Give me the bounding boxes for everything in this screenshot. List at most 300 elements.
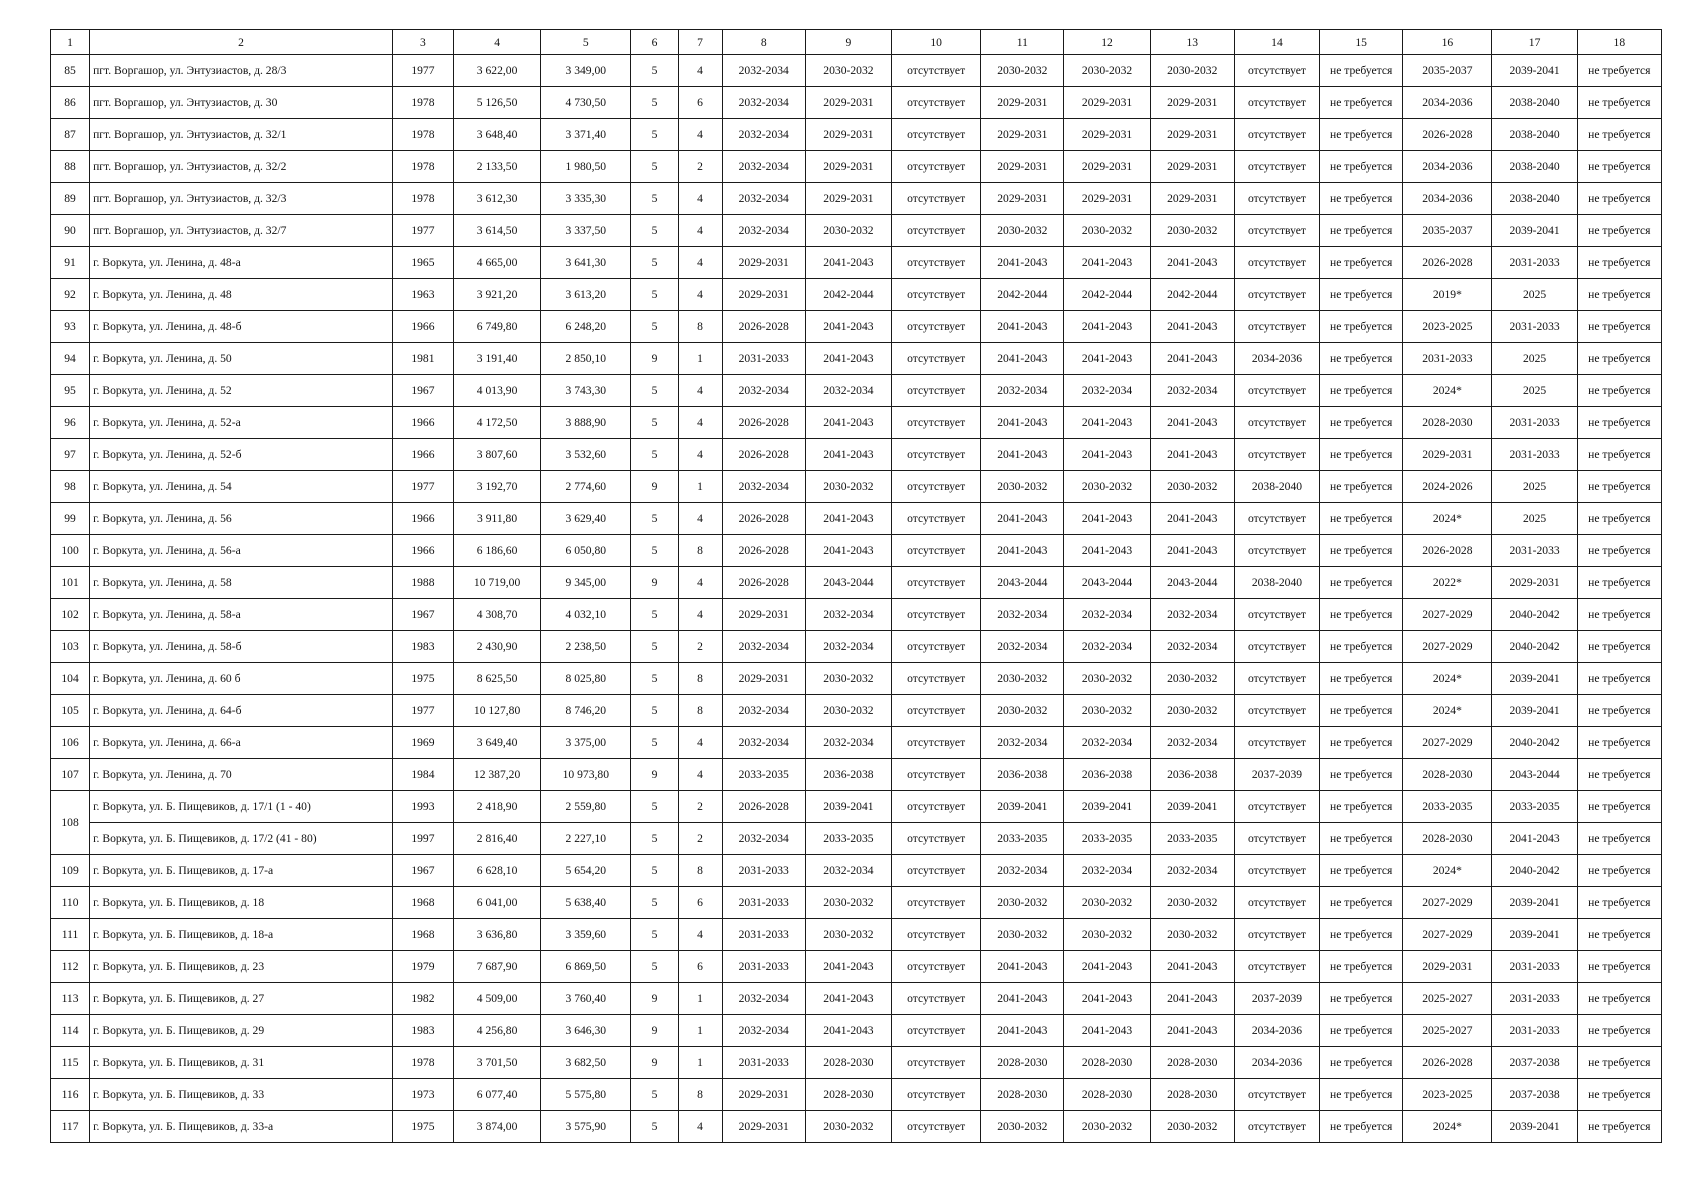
- table-cell: 4: [678, 1111, 722, 1143]
- table-cell: 7 687,90: [453, 951, 540, 983]
- table-cell: 2032-2034: [722, 631, 805, 663]
- table-cell: 2041-2043: [1064, 535, 1150, 567]
- table-cell: 10 127,80: [453, 695, 540, 727]
- table-cell: 2031-2033: [1492, 439, 1577, 471]
- table-cell: 2030-2032: [981, 887, 1064, 919]
- table-cell: 2029-2031: [1150, 87, 1234, 119]
- row-number-cell: 89: [51, 183, 90, 215]
- table-cell: 10 973,80: [541, 759, 631, 791]
- table-cell: 2041-2043: [805, 439, 891, 471]
- table-cell: 3 648,40: [453, 119, 540, 151]
- table-cell: 2041-2043: [981, 407, 1064, 439]
- table-cell: 3 641,30: [541, 247, 631, 279]
- table-cell: 2041-2043: [1064, 439, 1150, 471]
- table-cell: 1966: [392, 407, 453, 439]
- table-cell: 2031-2033: [1492, 311, 1577, 343]
- table-cell: 4: [678, 919, 722, 951]
- table-cell: не требуется: [1320, 983, 1403, 1015]
- table-cell: отсутствует: [1234, 247, 1319, 279]
- table-cell: отсутствует: [1234, 215, 1319, 247]
- column-number-header: 13: [1150, 30, 1234, 55]
- table-cell: отсутствует: [892, 535, 981, 567]
- row-number-cell: 112: [51, 951, 90, 983]
- table-cell: 2030-2032: [1064, 1111, 1150, 1143]
- table-cell: 2031-2033: [1492, 407, 1577, 439]
- table-cell: 2026-2028: [722, 567, 805, 599]
- table-cell: не требуется: [1577, 727, 1661, 759]
- table-cell: 8: [678, 695, 722, 727]
- table-cell: 2036-2038: [981, 759, 1064, 791]
- table-row: [51, 87, 1662, 119]
- table-cell: 5: [631, 375, 678, 407]
- table-cell: 5 575,80: [541, 1079, 631, 1111]
- table-cell: 4: [678, 183, 722, 215]
- table-cell: 2030-2032: [981, 215, 1064, 247]
- table-cell: 2028-2030: [981, 1079, 1064, 1111]
- row-number-cell: 97: [51, 439, 90, 471]
- table-cell: отсутствует: [1234, 535, 1319, 567]
- table-cell: 5: [631, 279, 678, 311]
- address-cell: г. Воркута, ул. Ленина, д. 56: [90, 503, 393, 535]
- row-number-cell: 95: [51, 375, 90, 407]
- table-cell: отсутствует: [1234, 1079, 1319, 1111]
- table-cell: 3 613,20: [541, 279, 631, 311]
- table-cell: 4: [678, 567, 722, 599]
- table-cell: 4 308,70: [453, 599, 540, 631]
- table-cell: 2030-2032: [805, 55, 891, 87]
- table-cell: 4: [678, 759, 722, 791]
- row-number-cell: 93: [51, 311, 90, 343]
- table-cell: 2032-2034: [1150, 631, 1234, 663]
- table-cell: отсутствует: [1234, 151, 1319, 183]
- address-cell: пгт. Воргашор, ул. Энтузиастов, д. 30: [90, 87, 393, 119]
- row-number-cell: 100: [51, 535, 90, 567]
- table-cell: 2032-2034: [722, 823, 805, 855]
- table-cell: отсутствует: [892, 471, 981, 503]
- table-cell: 1975: [392, 1111, 453, 1143]
- table-cell: не требуется: [1577, 631, 1661, 663]
- address-cell: г. Воркута, ул. Ленина, д. 58-а: [90, 599, 393, 631]
- table-cell: отсутствует: [892, 1111, 981, 1143]
- table-cell: 2034-2036: [1234, 1015, 1319, 1047]
- table-cell: 3 743,30: [541, 375, 631, 407]
- table-cell: 5: [631, 503, 678, 535]
- table-cell: 2041-2043: [981, 343, 1064, 375]
- table-cell: 2025: [1492, 375, 1577, 407]
- column-number-header: 15: [1320, 30, 1403, 55]
- table-cell: 9: [631, 759, 678, 791]
- table-cell: не требуется: [1577, 119, 1661, 151]
- table-cell: 2027-2029: [1403, 599, 1492, 631]
- table-cell: 9: [631, 471, 678, 503]
- table-cell: 2028-2030: [981, 1047, 1064, 1079]
- table-cell: 1977: [392, 695, 453, 727]
- table-cell: не требуется: [1320, 407, 1403, 439]
- table-cell: отсутствует: [1234, 599, 1319, 631]
- table-cell: 2039-2041: [1492, 919, 1577, 951]
- table-cell: 2040-2042: [1492, 727, 1577, 759]
- table-cell: 2041-2043: [981, 503, 1064, 535]
- table-cell: 2040-2042: [1492, 855, 1577, 887]
- table-cell: 6: [678, 887, 722, 919]
- column-number-header: 16: [1403, 30, 1492, 55]
- table-cell: 4: [678, 119, 722, 151]
- table-row: [51, 823, 1662, 855]
- table-cell: 2032-2034: [722, 215, 805, 247]
- address-cell: г. Воркута, ул. Ленина, д. 54: [90, 471, 393, 503]
- table-cell: 2032-2034: [1150, 727, 1234, 759]
- table-cell: 2032-2034: [1064, 855, 1150, 887]
- table-cell: 2031-2033: [722, 855, 805, 887]
- table-cell: не требуется: [1320, 151, 1403, 183]
- row-number-cell: 87: [51, 119, 90, 151]
- table-cell: 2: [678, 631, 722, 663]
- table-cell: 6 248,20: [541, 311, 631, 343]
- table-cell: 3 911,80: [453, 503, 540, 535]
- table-cell: отсутствует: [892, 631, 981, 663]
- table-cell: 2033-2035: [805, 823, 891, 855]
- table-cell: 2041-2043: [981, 535, 1064, 567]
- table-cell: 5: [631, 215, 678, 247]
- address-cell: г. Воркута, ул. Б. Пищевиков, д. 18-а: [90, 919, 393, 951]
- address-cell: г. Воркута, ул. Ленина, д. 52-а: [90, 407, 393, 439]
- row-number-cell: 116: [51, 1079, 90, 1111]
- table-cell: отсутствует: [892, 407, 981, 439]
- table-row: [51, 119, 1662, 151]
- table-cell: 2030-2032: [1064, 695, 1150, 727]
- table-cell: 2029-2031: [805, 87, 891, 119]
- table-cell: 2030-2032: [1150, 471, 1234, 503]
- table-cell: 2033-2035: [1064, 823, 1150, 855]
- table-cell: 4 509,00: [453, 983, 540, 1015]
- table-cell: 2029-2031: [981, 87, 1064, 119]
- table-cell: 2024*: [1403, 855, 1492, 887]
- table-cell: 2027-2029: [1403, 727, 1492, 759]
- column-number-header: 8: [722, 30, 805, 55]
- table-cell: не требуется: [1320, 183, 1403, 215]
- table-cell: 10 719,00: [453, 567, 540, 599]
- table-cell: 2029-2031: [1064, 87, 1150, 119]
- table-cell: 2041-2043: [1064, 503, 1150, 535]
- table-cell: не требуется: [1320, 887, 1403, 919]
- table-cell: 2041-2043: [1064, 983, 1150, 1015]
- table-cell: отсутствует: [1234, 183, 1319, 215]
- table-cell: не требуется: [1320, 119, 1403, 151]
- table-cell: 2032-2034: [722, 87, 805, 119]
- table-cell: не требуется: [1320, 1047, 1403, 1079]
- table-cell: 4 665,00: [453, 247, 540, 279]
- table-cell: 1997: [392, 823, 453, 855]
- table-cell: отсутствует: [1234, 631, 1319, 663]
- table-row: [51, 791, 1662, 823]
- table-cell: отсутствует: [1234, 695, 1319, 727]
- table-cell: отсутствует: [892, 55, 981, 87]
- row-number-cell: 104: [51, 663, 90, 695]
- table-cell: 2029-2031: [805, 151, 891, 183]
- table-cell: 5: [631, 1079, 678, 1111]
- column-number-header: 12: [1064, 30, 1150, 55]
- table-cell: не требуется: [1320, 247, 1403, 279]
- table-cell: 2030-2032: [1064, 663, 1150, 695]
- table-cell: 2032-2034: [1150, 855, 1234, 887]
- table-cell: отсутствует: [1234, 503, 1319, 535]
- table-cell: 2031-2033: [1403, 343, 1492, 375]
- table-row: [51, 1111, 1662, 1143]
- table-cell: не требуется: [1577, 567, 1661, 599]
- table-cell: 4: [678, 599, 722, 631]
- table-cell: 1: [678, 343, 722, 375]
- table-cell: 2 227,10: [541, 823, 631, 855]
- table-cell: отсутствует: [1234, 119, 1319, 151]
- table-cell: 2024*: [1403, 663, 1492, 695]
- table-cell: отсутствует: [892, 727, 981, 759]
- table-cell: 2036-2038: [1150, 759, 1234, 791]
- table-cell: не требуется: [1320, 951, 1403, 983]
- table-cell: 2029-2031: [981, 183, 1064, 215]
- table-cell: 1978: [392, 1047, 453, 1079]
- table-cell: 1988: [392, 567, 453, 599]
- row-number-cell: 86: [51, 87, 90, 119]
- column-number-header: 7: [678, 30, 722, 55]
- address-cell: г. Воркута, ул. Б. Пищевиков, д. 33-а: [90, 1111, 393, 1143]
- table-cell: не требуется: [1577, 759, 1661, 791]
- table-cell: не требуется: [1577, 343, 1661, 375]
- table-cell: не требуется: [1320, 311, 1403, 343]
- table-cell: 2039-2041: [1492, 1111, 1577, 1143]
- table-cell: отсутствует: [892, 215, 981, 247]
- table-cell: 2030-2032: [1064, 919, 1150, 951]
- address-cell: г. Воркута, ул. Б. Пищевиков, д. 17/1 (1 - 40): [90, 791, 393, 823]
- table-cell: 2026-2028: [722, 311, 805, 343]
- table-cell: отсутствует: [892, 983, 981, 1015]
- table-cell: 2030-2032: [1064, 55, 1150, 87]
- address-cell: г. Воркута, ул. Ленина, д. 60 б: [90, 663, 393, 695]
- table-row: [51, 599, 1662, 631]
- table-cell: 3 649,40: [453, 727, 540, 759]
- table-cell: 2 774,60: [541, 471, 631, 503]
- table-cell: 8: [678, 1079, 722, 1111]
- table-cell: 2029-2031: [722, 247, 805, 279]
- table-cell: не требуется: [1320, 919, 1403, 951]
- table-cell: отсутствует: [1234, 375, 1319, 407]
- table-cell: отсутствует: [892, 791, 981, 823]
- table-cell: не требуется: [1577, 791, 1661, 823]
- table-cell: 2032-2034: [1064, 599, 1150, 631]
- table-cell: 6 186,60: [453, 535, 540, 567]
- table-cell: 3 874,00: [453, 1111, 540, 1143]
- table-cell: отсутствует: [892, 695, 981, 727]
- table-cell: 5: [631, 951, 678, 983]
- table-cell: 5: [631, 407, 678, 439]
- table-cell: 6: [678, 951, 722, 983]
- table-cell: 2032-2034: [722, 983, 805, 1015]
- address-cell: г. Воркута, ул. Б. Пищевиков, д. 17/2 (41 - 80): [90, 823, 393, 855]
- table-row: [51, 311, 1662, 343]
- row-number-cell: 101: [51, 567, 90, 599]
- table-cell: 2028-2030: [1403, 407, 1492, 439]
- table-cell: 2032-2034: [722, 1015, 805, 1047]
- table-cell: отсутствует: [892, 151, 981, 183]
- table-cell: 1967: [392, 375, 453, 407]
- table-cell: 9: [631, 983, 678, 1015]
- table-cell: 2041-2043: [1150, 311, 1234, 343]
- table-cell: 2041-2043: [805, 247, 891, 279]
- table-cell: 2041-2043: [805, 951, 891, 983]
- table-cell: 2041-2043: [805, 407, 891, 439]
- table-cell: 2029-2031: [1064, 151, 1150, 183]
- table-cell: 2026-2028: [1403, 247, 1492, 279]
- table-cell: 2 418,90: [453, 791, 540, 823]
- table-cell: 2027-2029: [1403, 887, 1492, 919]
- table-cell: 6 041,00: [453, 887, 540, 919]
- table-cell: 2041-2043: [1150, 247, 1234, 279]
- row-number-cell: 114: [51, 1015, 90, 1047]
- table-cell: 2 850,10: [541, 343, 631, 375]
- table-cell: 12 387,20: [453, 759, 540, 791]
- table-cell: 2031-2033: [1492, 1015, 1577, 1047]
- table-row: [51, 343, 1662, 375]
- document-table: [50, 29, 1662, 1143]
- table-cell: 1975: [392, 663, 453, 695]
- table-cell: 5 654,20: [541, 855, 631, 887]
- table-row: [51, 183, 1662, 215]
- table-cell: 2041-2043: [805, 535, 891, 567]
- table-row: [51, 1079, 1662, 1111]
- table-cell: не требуется: [1577, 887, 1661, 919]
- table-cell: 2039-2041: [981, 791, 1064, 823]
- table-cell: 2041-2043: [1150, 535, 1234, 567]
- table-cell: отсутствует: [892, 951, 981, 983]
- table-cell: 1966: [392, 503, 453, 535]
- table-cell: 2039-2041: [1150, 791, 1234, 823]
- table-cell: 2032-2034: [722, 183, 805, 215]
- table-cell: 2037-2039: [1234, 759, 1319, 791]
- table-cell: 4 013,90: [453, 375, 540, 407]
- table-cell: 1981: [392, 343, 453, 375]
- table-cell: 5 638,40: [541, 887, 631, 919]
- table-cell: 8: [678, 535, 722, 567]
- table-cell: 2041-2043: [1150, 983, 1234, 1015]
- table-cell: 2030-2032: [805, 215, 891, 247]
- table-cell: 2032-2034: [1064, 631, 1150, 663]
- table-row: [51, 215, 1662, 247]
- table-cell: не требуется: [1320, 855, 1403, 887]
- row-number-cell: 92: [51, 279, 90, 311]
- table-cell: 2041-2043: [805, 343, 891, 375]
- table-cell: не требуется: [1577, 823, 1661, 855]
- table-cell: 4: [678, 215, 722, 247]
- table-cell: 3 921,20: [453, 279, 540, 311]
- table-cell: 2 238,50: [541, 631, 631, 663]
- table-cell: 3 349,00: [541, 55, 631, 87]
- table-cell: 2041-2043: [1150, 343, 1234, 375]
- table-cell: 2019*: [1403, 279, 1492, 311]
- table-row: [51, 567, 1662, 599]
- table-cell: 2032-2034: [722, 119, 805, 151]
- table-cell: отсутствует: [1234, 727, 1319, 759]
- table-cell: 2030-2032: [1150, 1111, 1234, 1143]
- table-cell: 3 335,30: [541, 183, 631, 215]
- table-cell: 5: [631, 631, 678, 663]
- table-cell: 2028-2030: [1150, 1079, 1234, 1111]
- table-cell: 2 559,80: [541, 791, 631, 823]
- row-number-cell: 90: [51, 215, 90, 247]
- table-cell: 3 636,80: [453, 919, 540, 951]
- table-cell: 4 256,80: [453, 1015, 540, 1047]
- table-cell: не требуется: [1577, 599, 1661, 631]
- table-cell: 2025: [1492, 503, 1577, 535]
- table-cell: не требуется: [1320, 1015, 1403, 1047]
- table-cell: не требуется: [1320, 343, 1403, 375]
- address-cell: пгт. Воргашор, ул. Энтузиастов, д. 32/1: [90, 119, 393, 151]
- table-cell: не требуется: [1320, 503, 1403, 535]
- table-cell: 4: [678, 247, 722, 279]
- table-cell: 3 375,00: [541, 727, 631, 759]
- table-cell: 5: [631, 311, 678, 343]
- table-cell: отсутствует: [1234, 919, 1319, 951]
- table-cell: 2033-2035: [1403, 791, 1492, 823]
- table-cell: 8 025,80: [541, 663, 631, 695]
- table-cell: 2043-2044: [805, 567, 891, 599]
- table-cell: 2032-2034: [1064, 727, 1150, 759]
- table-cell: 2032-2034: [805, 727, 891, 759]
- table-cell: 2039-2041: [805, 791, 891, 823]
- table-cell: 2028-2030: [805, 1079, 891, 1111]
- table-cell: 2032-2034: [805, 599, 891, 631]
- table-cell: 2030-2032: [1064, 887, 1150, 919]
- address-cell: г. Воркута, ул. Ленина, д. 64-б: [90, 695, 393, 727]
- address-cell: г. Воркута, ул. Ленина, д. 50: [90, 343, 393, 375]
- table-cell: 6 869,50: [541, 951, 631, 983]
- row-number-cell: 105: [51, 695, 90, 727]
- table-cell: отсутствует: [1234, 887, 1319, 919]
- table-cell: не требуется: [1320, 695, 1403, 727]
- table-cell: 1966: [392, 535, 453, 567]
- table-cell: 2030-2032: [1150, 887, 1234, 919]
- table-cell: не требуется: [1577, 663, 1661, 695]
- table-cell: 2029-2031: [722, 1079, 805, 1111]
- table-cell: 3 192,70: [453, 471, 540, 503]
- table-cell: 2031-2033: [1492, 983, 1577, 1015]
- table-cell: 2040-2042: [1492, 631, 1577, 663]
- table-cell: 2032-2034: [722, 151, 805, 183]
- table-cell: не требуется: [1320, 375, 1403, 407]
- row-number-cell: 108: [51, 791, 90, 855]
- address-cell: г. Воркута, ул. Б. Пищевиков, д. 18: [90, 887, 393, 919]
- table-cell: 3 191,40: [453, 343, 540, 375]
- row-number-cell: 103: [51, 631, 90, 663]
- row-number-cell: 107: [51, 759, 90, 791]
- table-cell: не требуется: [1577, 375, 1661, 407]
- table-cell: не требуется: [1320, 567, 1403, 599]
- address-cell: г. Воркута, ул. Б. Пищевиков, д. 31: [90, 1047, 393, 1079]
- table-cell: 2032-2034: [722, 471, 805, 503]
- table-row: [51, 471, 1662, 503]
- table-cell: отсутствует: [892, 1079, 981, 1111]
- table-cell: 2031-2033: [722, 343, 805, 375]
- table-cell: 2024*: [1403, 503, 1492, 535]
- table-cell: 2042-2044: [981, 279, 1064, 311]
- table-cell: 3 371,40: [541, 119, 631, 151]
- table-cell: отсутствует: [892, 503, 981, 535]
- column-number-header: 2: [90, 30, 393, 55]
- table-cell: 2041-2043: [1064, 343, 1150, 375]
- table-cell: 2039-2041: [1492, 663, 1577, 695]
- table-cell: 2031-2033: [722, 951, 805, 983]
- column-number-header: 3: [392, 30, 453, 55]
- table-cell: 2: [678, 151, 722, 183]
- table-cell: 2041-2043: [1150, 439, 1234, 471]
